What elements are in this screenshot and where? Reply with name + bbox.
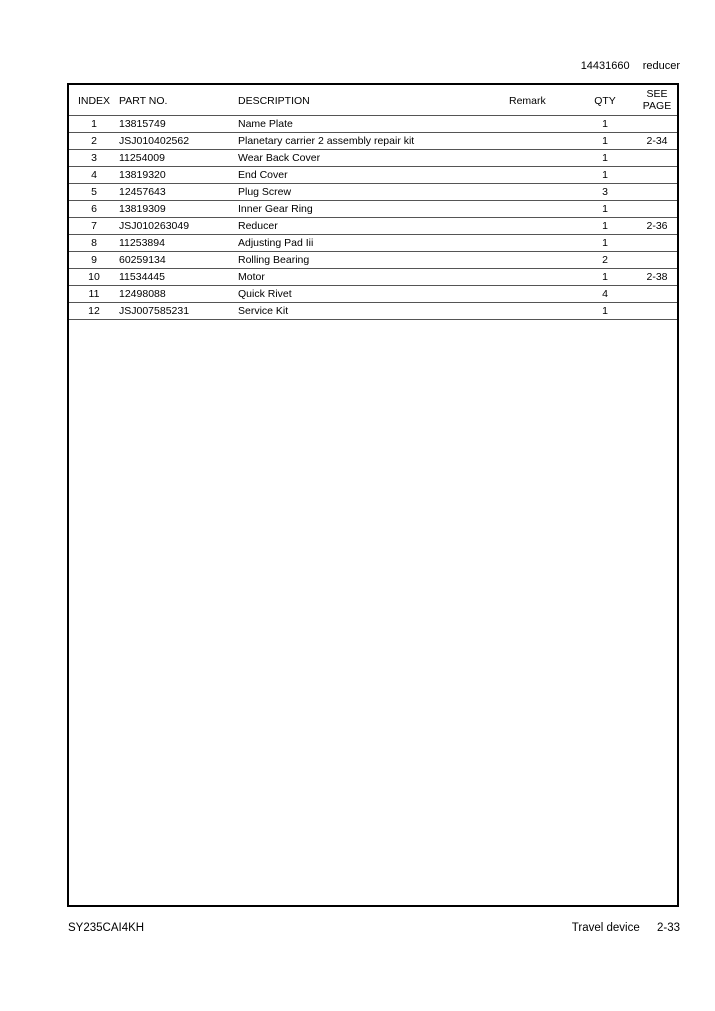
table-header	[69, 85, 677, 116]
table-row	[69, 269, 677, 286]
row-part-no: 60259134	[119, 254, 166, 266]
row-qty: 2	[602, 254, 608, 266]
row-qty: 3	[602, 186, 608, 198]
row-part-no: 12498088	[119, 288, 166, 300]
row-description: Inner Gear Ring	[238, 203, 313, 215]
row-part-no: 11253894	[119, 237, 165, 249]
row-see-page: 2-38	[646, 271, 668, 283]
assembly-reference	[581, 60, 680, 72]
row-index: 2	[91, 135, 97, 147]
row-qty: 1	[602, 305, 608, 317]
header-see-line1: SEE	[646, 88, 668, 100]
row-see-page: 2-34	[646, 135, 668, 147]
row-part-no: 13819320	[119, 169, 166, 181]
row-description: Quick Rivet	[238, 288, 292, 300]
row-qty: 1	[602, 135, 608, 147]
row-description: Reducer	[238, 220, 278, 232]
row-qty: 1	[602, 169, 608, 181]
row-description: Plug Screw	[238, 186, 292, 198]
header-remark: Remark	[509, 95, 546, 107]
header-description: DESCRIPTION	[238, 95, 310, 107]
table-row	[69, 235, 677, 252]
footer-page-number: 2-33	[656, 922, 680, 934]
row-description: End Cover	[238, 169, 288, 181]
row-part-no: 13815749	[119, 118, 166, 130]
table-row	[69, 286, 677, 303]
parts-table	[67, 83, 679, 907]
row-index: 12	[88, 305, 100, 317]
row-description: Wear Back Cover	[238, 152, 321, 164]
row-index: 11	[88, 288, 100, 300]
row-part-no: 11534445	[119, 271, 165, 283]
row-part-no: JSJ010263049	[119, 220, 190, 232]
row-qty: 4	[602, 288, 608, 300]
row-qty: 1	[602, 152, 608, 164]
table-row	[69, 303, 677, 320]
row-part-no: JSJ010402562	[119, 135, 190, 147]
header-part-no: PART NO.	[119, 95, 168, 107]
row-index: 6	[91, 203, 97, 215]
header-see-line2: PAGE	[642, 100, 672, 112]
row-part-no: 11254009	[119, 152, 165, 164]
row-qty: 1	[602, 118, 608, 130]
table-row	[69, 167, 677, 184]
row-index: 7	[91, 220, 97, 232]
table-row	[69, 150, 677, 167]
row-description: Service Kit	[238, 305, 289, 317]
table-row	[69, 116, 677, 133]
row-see-page: 2-36	[646, 220, 668, 232]
header-index: INDEX	[77, 95, 111, 107]
row-part-no: JSJ007585231	[119, 305, 190, 317]
table-row	[69, 133, 677, 150]
table-row	[69, 201, 677, 218]
row-description: Name Plate	[238, 118, 293, 130]
table-row	[69, 218, 677, 235]
table-row	[69, 184, 677, 201]
row-index: 10	[88, 271, 100, 283]
row-part-no: 12457643	[119, 186, 166, 198]
row-qty: 1	[602, 271, 608, 283]
row-qty: 1	[602, 203, 608, 215]
assembly-name: reducer	[642, 60, 680, 72]
row-description: Adjusting Pad Iii	[238, 237, 314, 249]
row-index: 4	[91, 169, 97, 181]
row-description: Planetary carrier 2 assembly repair kit	[238, 135, 415, 147]
row-index: 9	[91, 254, 97, 266]
row-description: Motor	[238, 271, 265, 283]
row-index: 5	[91, 186, 97, 198]
table-row	[69, 252, 677, 269]
header-see-page	[635, 88, 679, 112]
row-index: 8	[91, 237, 97, 249]
row-qty: 1	[602, 220, 608, 232]
row-part-no: 13819309	[119, 203, 166, 215]
footer-model: SY235CAI4KH	[68, 922, 145, 934]
row-qty: 1	[602, 237, 608, 249]
footer-section: Travel device	[571, 922, 640, 934]
header-qty: QTY	[594, 95, 616, 107]
row-description: Rolling Bearing	[238, 254, 310, 266]
row-index: 1	[91, 118, 97, 130]
row-index: 3	[91, 152, 97, 164]
footer-page-info	[572, 922, 680, 934]
assembly-part-number: 14431660	[580, 60, 630, 72]
